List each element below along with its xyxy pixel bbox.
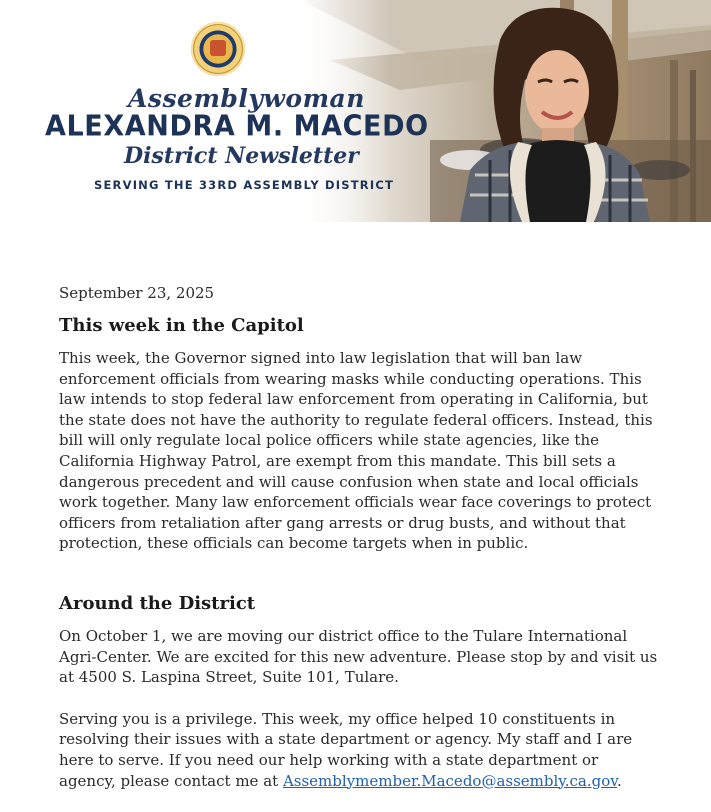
newsletter-date: September 23, 2025: [59, 284, 215, 302]
banner-tagline: SERVING THE 33RD ASSEMBLY DISTRICT: [94, 178, 395, 192]
newsletter-banner: [0, 0, 711, 222]
assemblywoman-portrait: [430, 0, 660, 222]
contact-email-link[interactable]: Assemblymember.Macedo@assembly.ca.gov: [282, 771, 617, 790]
constituent-services-end: .: [616, 771, 622, 790]
newsletter-body: [59, 282, 659, 791]
section-body-district-office: On October 1, we are moving our district office to the Tulare International Agri-Center. We are excited for this new adventure. Please stop by and visit us at 4500 S. Laspina Street, Suite 101, Tulare.: [59, 626, 658, 687]
section-heading-district: Around the District: [59, 592, 256, 614]
banner-title-name: ALEXANDRA M. MACEDO: [45, 110, 429, 143]
spacer: [59, 554, 659, 582]
section-body-constituent-services: [59, 709, 659, 791]
section-body-capitol: This week, the Governor signed into law legislation that will ban law enforcement officials from wearing masks while conducting operations. This law intends to stop federal law enforcement from operating in California, but the state does not have the authority to regulate federal officers. Instead, this bill will only regulate local police officers while state agencies, like the California Highway Patrol, are exempt from this mandate. This bill sets a dangerous precedent and will cause confusion when state and local officials work together. Many law enforcement officials wear face coverings to protect officers from retaliation after gang arrests or drug busts, and without that protection, these officials can become targets when in public.: [59, 349, 653, 553]
banner-title-assemblywoman: Assemblywoman: [128, 84, 365, 113]
assembly-seal-icon: [191, 22, 245, 76]
constituent-services-text: Serving you is a privilege. This week, my office helped 10 constituents in resolving their issues with a state department or agency. My staff and I are here to serve. If you need our help working with a state department or agency, please contact me at: [59, 709, 633, 790]
section-heading-capitol: This week in the Capitol: [59, 315, 304, 336]
banner-title-newsletter: District Newsletter: [124, 143, 359, 169]
spacer: [59, 688, 659, 709]
